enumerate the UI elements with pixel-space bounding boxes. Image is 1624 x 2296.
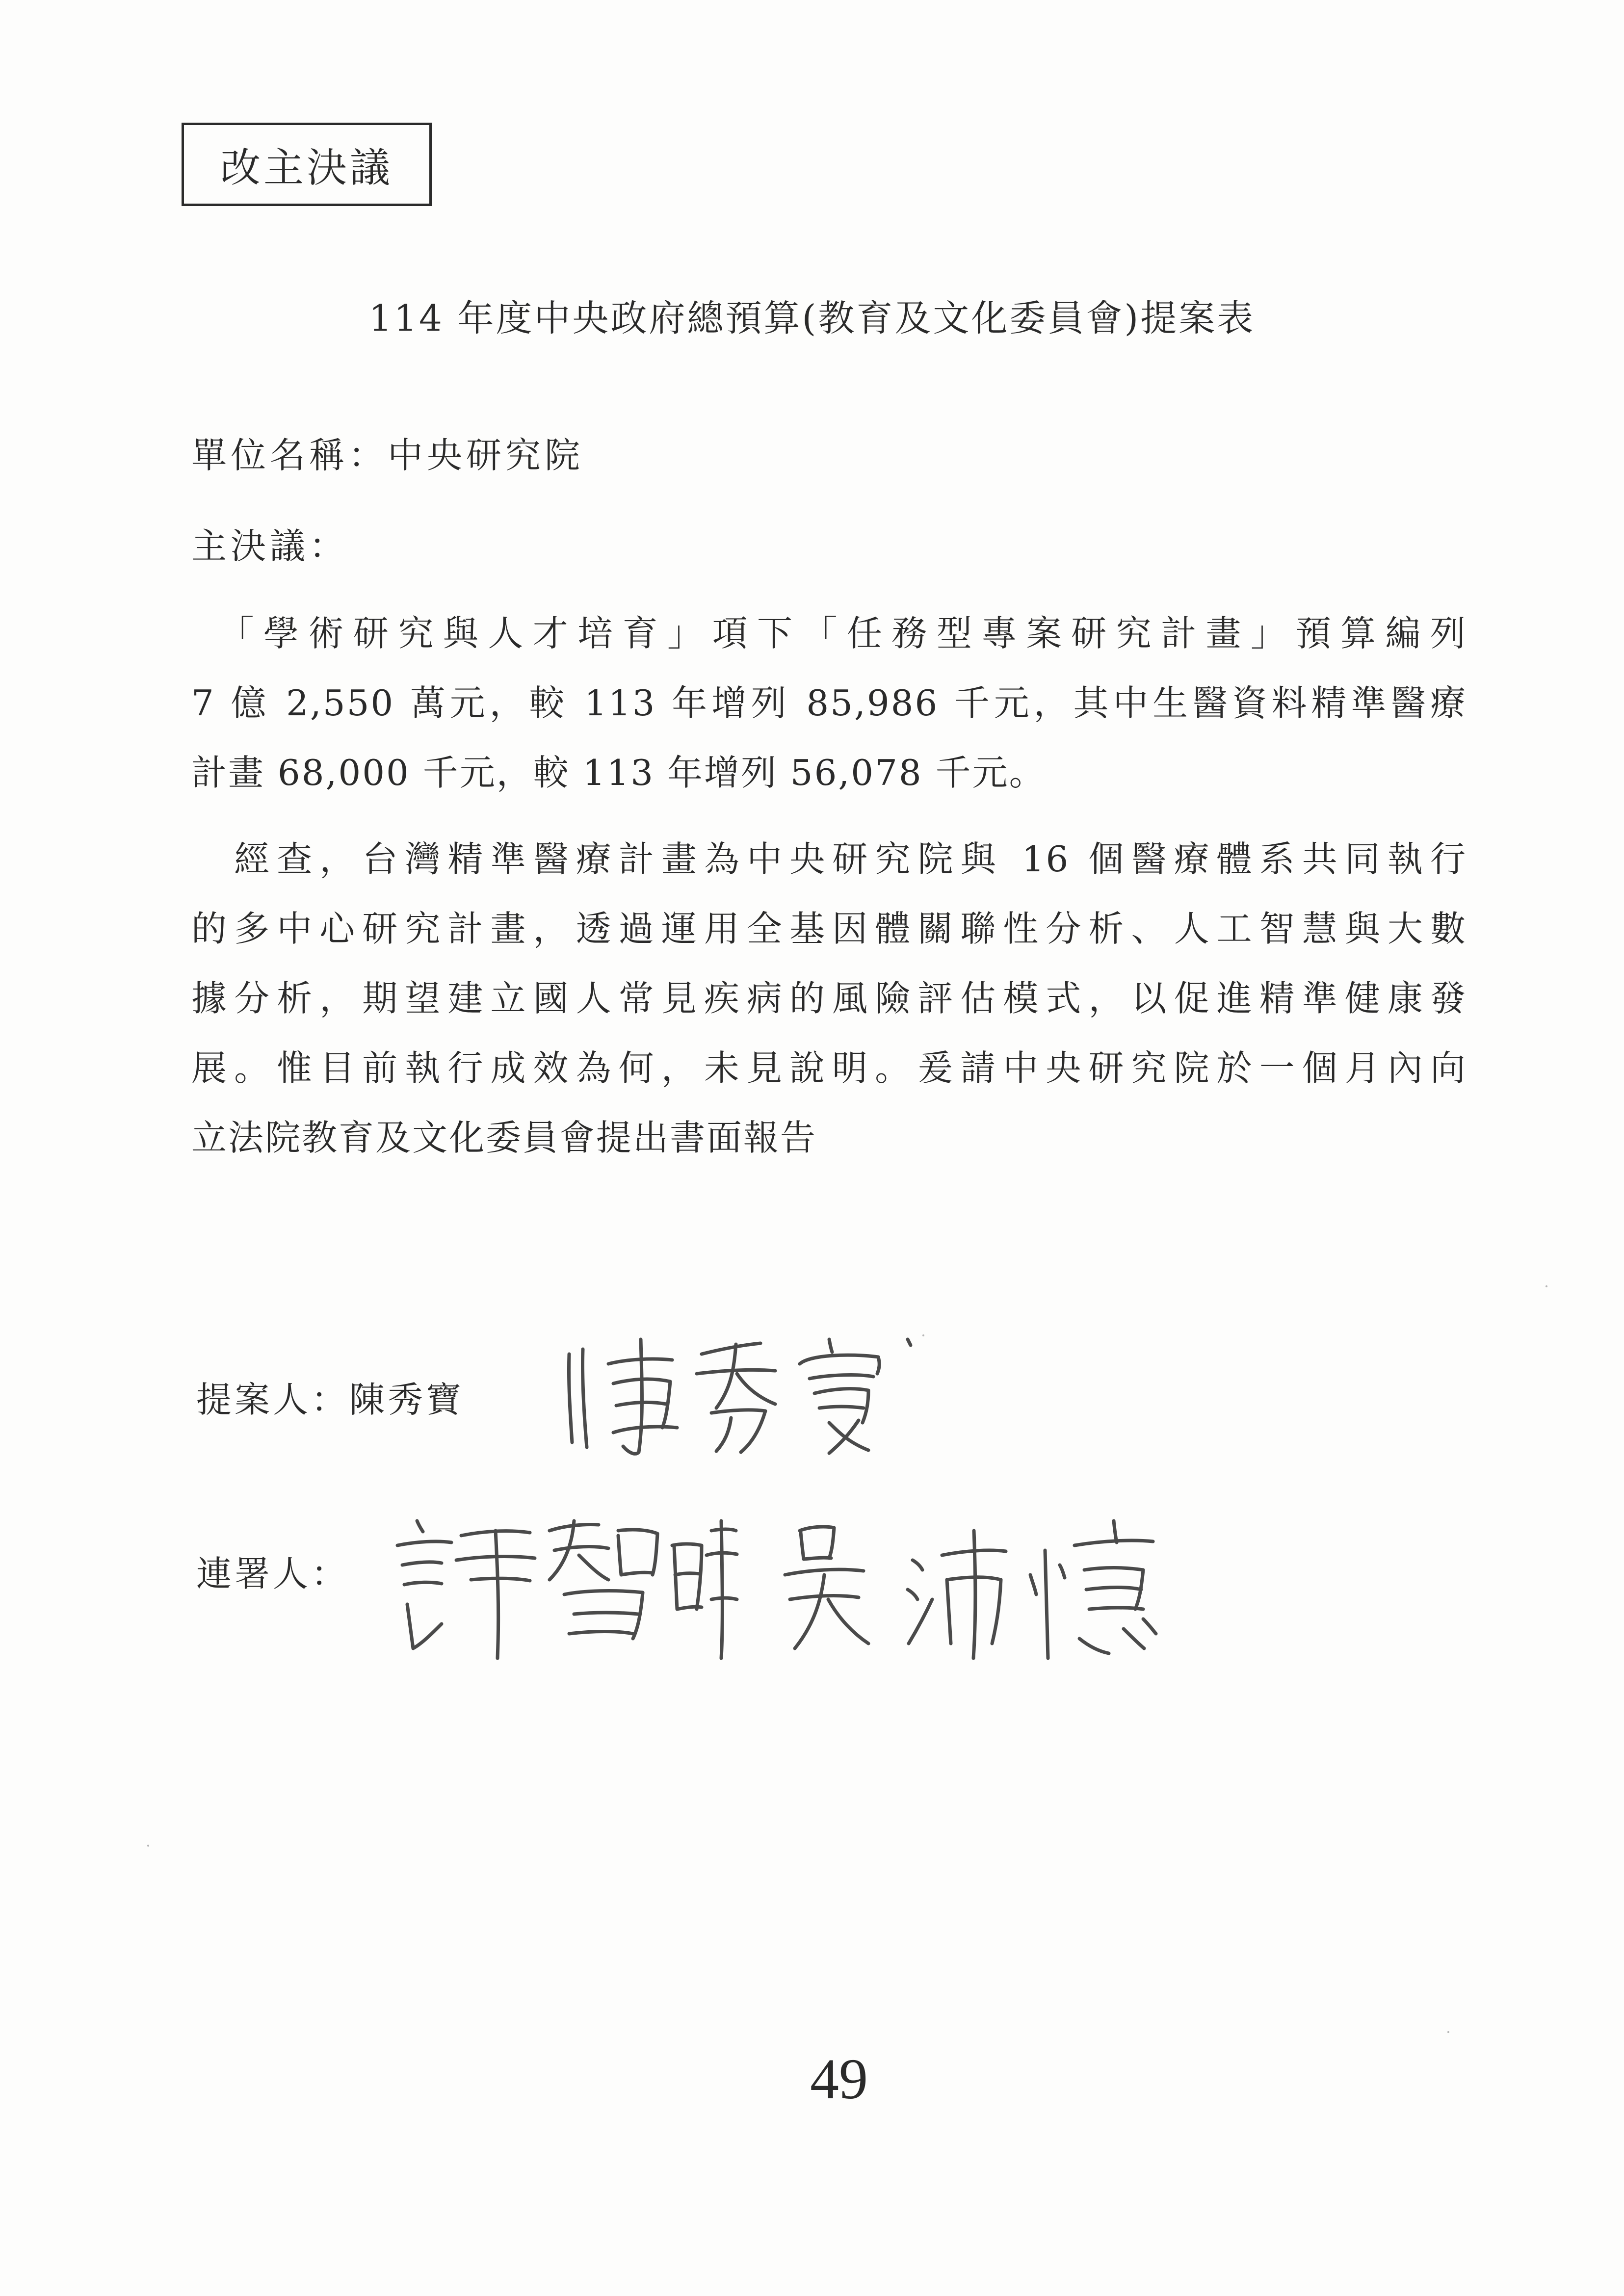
paragraph-line: 立法院教育及文化委員會提出書面報告 (191, 1117, 817, 1158)
stamp-text: 改主決議 (220, 144, 393, 191)
cosigner-signature-2 (770, 1501, 1163, 1668)
proposer-line (196, 1371, 464, 1422)
paragraph-line: 經查，台灣精準醫療計畫為中央研究院與 16 個醫療體系共同執行 (191, 838, 1467, 880)
scan-speck (922, 1334, 924, 1336)
paragraph-line: 「學術研究與人才培育」項下「任務型專案研究計畫」預算編列 (191, 613, 1467, 654)
scan-speck (147, 1845, 149, 1847)
paragraph-line: 計畫 68,000 千元，較 113 年增列 56,078 千元。 (191, 752, 1046, 793)
document-title: 114 年度中央政府總預算(教育及文化委員會)提案表 (368, 297, 1256, 339)
main-resolution-label: 主決議： (191, 525, 349, 567)
cosigner-signature-1 (388, 1501, 741, 1668)
unit-label: 單位名稱： (191, 435, 388, 476)
resolution-paragraph-1 (191, 599, 1467, 808)
page-number: 49 (810, 2047, 868, 2111)
paragraph-line: 的多中心研究計畫，透過運用全基因體關聯性分析、人工智慧與大數 (191, 908, 1467, 949)
paragraph-line: 展。惟目前執行成效為何，未見說明。爰請中央研究院於一個月內向 (191, 1047, 1467, 1089)
proposer-name: 陳秀寶 (349, 1379, 465, 1420)
unit-line (191, 427, 584, 478)
proposer-signature (554, 1320, 937, 1467)
scan-speck (1545, 1285, 1547, 1287)
proposer-label: 提案人： (196, 1379, 350, 1420)
resolution-paragraph-2 (191, 824, 1467, 1173)
scan-speck (1447, 2031, 1449, 2033)
unit-value: 中央研究院 (388, 435, 584, 476)
paragraph-line: 7 億 2,550 萬元，較 113 年增列 85,986 千元，其中生醫資料精準醫療 (191, 682, 1467, 724)
cosigner-label: 連署人： (196, 1553, 350, 1594)
paragraph-line: 據分析，期望建立國人常見疾病的風險評估模式，以促進精準健康發 (191, 978, 1467, 1019)
stamp-box (182, 123, 432, 206)
